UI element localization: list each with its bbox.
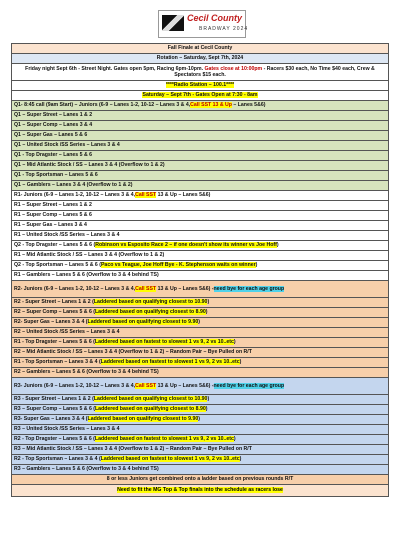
juniors-ladder-note: 8 or less Juniors get combined onto a ladder based on previous rounds R/T xyxy=(12,475,389,485)
row-highlight: Laddered based on qualifying closest to 10.90 xyxy=(93,396,208,403)
round-3 xyxy=(12,378,389,475)
q1-row xyxy=(12,121,389,131)
friday-info xyxy=(12,64,389,81)
logo-subtitle: BRADWAY 2024 xyxy=(199,26,249,32)
row-text: Q1 – Super Gas – Lanes 5 & 6 xyxy=(14,132,88,139)
row-text: Q1 – Mid Atlantic Stock / SS – Lanes 3 & 4 (Overflow to 1 & 2) xyxy=(14,162,165,169)
row-highlight: Laddered based on qualifying closest to 10.90 xyxy=(93,299,208,306)
r2-row xyxy=(12,348,389,358)
r2-row xyxy=(12,298,389,308)
q1-row xyxy=(12,111,389,121)
r2-row xyxy=(12,338,389,348)
row-highlight: Laddered based on fastest to slowest 1 vs 9, 2 vs 10..etc xyxy=(100,359,240,366)
r2-row xyxy=(12,328,389,338)
row-text-tail: ) xyxy=(276,242,279,249)
row-highlight: Laddered based on fastest to slowest 1 vs 9, 2 vs 10..etc xyxy=(94,339,234,346)
r1-row xyxy=(12,201,389,211)
row-text-tail: ) xyxy=(207,396,210,403)
r2-juniors-row xyxy=(12,281,389,298)
r1-row xyxy=(12,241,389,251)
row-text: R3 – Gamblers – Lanes 5 & 6 (Overflow to 3 & 4 behind TS) xyxy=(14,466,159,473)
row-text: Q1 – Super Street – Lanes 1 & 2 xyxy=(14,112,93,119)
row-text-tail: ) xyxy=(233,339,236,346)
qualifying-round-1 xyxy=(12,101,389,191)
saturday-heading: Saturday – Sept 7th - Gates Open at 7:30 - 8am xyxy=(142,92,258,99)
r3-juniors-row xyxy=(12,378,389,395)
friday-tail: - Racers $30 each, No Time $40 each, Crew & Spectators $15 each. xyxy=(174,65,375,78)
r3-row xyxy=(12,455,389,465)
row-highlight: Laddered based on qualifying closest to 8.90 xyxy=(95,406,206,413)
q1-row xyxy=(12,131,389,141)
r1-row xyxy=(12,191,389,201)
row-text: R1 – Mid Atlantic Stock / SS – Lanes 3 & 4 (Overflow to 1 & 2) xyxy=(14,252,165,259)
r3-row xyxy=(12,395,389,405)
row-text: R1 – United Stock /SS Series – Lanes 3 & 4 xyxy=(14,232,120,239)
row-text: R2 - Top Dragster – Lanes 5 & 6 ( xyxy=(14,436,95,443)
row-text: R3 - Super Street – Lanes 1 & 2 ( xyxy=(14,396,94,403)
cecil-county-logo xyxy=(158,10,249,38)
row-highlight: Call SST xyxy=(135,192,157,199)
r1-row xyxy=(12,231,389,241)
row-text: R2 - Top Sportsman – Lanes 3 & 4 ( xyxy=(14,456,101,463)
row-text: R2- Super Gas – Lanes 3 & 4 ( xyxy=(14,319,88,326)
row-highlight: Laddered based on qualifying closest to 9.90 xyxy=(87,416,199,423)
row-text-tail: 13 & Up – Lanes 5&6) - xyxy=(156,285,214,292)
row-highlight: Paco vs Teague, Joe Hoff Bye - K. Stephenson waits on winner xyxy=(100,262,256,269)
q1-row xyxy=(12,101,389,111)
q1-row xyxy=(12,181,389,191)
q1-row xyxy=(12,151,389,161)
row-text: R3 – Mid Atlantic Stock / SS – Lanes 3 & 4 (Overflow to 1 & 2) – Random Pair – Bye Pulled on R/T xyxy=(14,446,252,453)
row-text: R1 – Gamblers – Lanes 5 & 6 (Overflow to 3 & 4 behind TS) xyxy=(14,272,159,279)
row-highlight: Laddered based on qualifying closest to 8.90 xyxy=(95,309,206,316)
r3-row xyxy=(12,415,389,425)
row-text-tail: 13 & Up – Lanes 5&6) - xyxy=(156,382,214,389)
row-highlight: Call SST xyxy=(135,382,157,389)
logo-title: Cecil County xyxy=(187,13,243,23)
row-text: Q1 – Gamblers – Lanes 3 & 4 (Overflow to 1 & 2) xyxy=(14,182,133,189)
row-text: R2 - Super Street – Lanes 1 & 2 ( xyxy=(14,299,94,306)
r3-row xyxy=(12,465,389,475)
q1-row xyxy=(12,141,389,151)
finals-note: Need to fit the MG Top & Top finals into the schedule as racers lose xyxy=(117,487,283,494)
row-text-tail: ) xyxy=(205,309,208,316)
row-text: R2 – Gamblers – Lanes 5 & 6 (Overflow to 3 & 4 behind TS) xyxy=(14,369,159,376)
r2-row xyxy=(12,318,389,328)
row-text-tail: ) xyxy=(198,416,200,423)
row-text-tail: – Lanes 5&6) xyxy=(231,102,266,109)
row-text-tail: ) xyxy=(205,406,208,413)
friday-text: Friday night Sept 6th - Street Night. Gates open 5pm, Racing 6pm-10pm. xyxy=(25,65,204,72)
r2-row xyxy=(12,308,389,318)
row-text: Q1 – Super Comp – Lanes 3 & 4 xyxy=(14,122,93,129)
row-text-tail: ) xyxy=(198,319,200,326)
row-highlight: Robinson vs Esposito Race 2 – if one doesn't show its winner vs Joe Hoff xyxy=(95,242,277,249)
row-text: R1 – Super Street – Lanes 1 & 2 xyxy=(14,202,92,209)
row-text: R1 - Top Sportsman – Lanes 3 & 4 ( xyxy=(14,359,101,366)
row-text: R2 – Mid Atlantic Stock / SS – Lanes 3 & 4 (Overflow to 1 & 2) – Random Pair – Bye Pulled on R/T xyxy=(14,349,252,356)
event-title: Fall Finale at Cecil County xyxy=(12,44,389,54)
r2-row xyxy=(12,368,389,378)
row-text: R3- Super Gas – Lanes 3 & 4 ( xyxy=(14,416,88,423)
row-text: R1 – Super Gas – Lanes 3 & 4 xyxy=(14,222,87,229)
row-text: Q1- 8:45 call (9am Start) – Juniors (6-9 – Lanes 1-2, 10-12 – Lanes 3 & 4, xyxy=(14,102,191,109)
row-highlight: Call SST xyxy=(135,285,157,292)
saturday-row xyxy=(12,91,389,101)
q1-row xyxy=(12,161,389,171)
row-highlight: Laddered based on fastest to slowest 1 vs 9, 2 vs 10..etc xyxy=(100,456,240,463)
row-highlight: Laddered based on fastest to slowest 1 vs 9, 2 vs 10..etc xyxy=(94,436,234,443)
row-text: R2 – United Stock /SS Series – Lanes 3 & 4 xyxy=(14,329,120,336)
round-1 xyxy=(12,191,389,281)
row-text: Q1 - Top Dragster – Lanes 5 & 6 xyxy=(14,152,93,159)
bye-note: need bye for each age group xyxy=(213,285,285,292)
r3-row xyxy=(12,445,389,455)
radio-row xyxy=(12,81,389,91)
row-text: R1 - Top Dragster – Lanes 5 & 6 ( xyxy=(14,339,95,346)
r2-row xyxy=(12,358,389,368)
radio-station: ****Radio Station – 100.1**** xyxy=(165,82,235,89)
r3-row xyxy=(12,425,389,435)
row-text: Q1 - Top Sportsman – Lanes 5 & 6 xyxy=(14,172,98,179)
checkered-flag-icon xyxy=(162,15,184,31)
rotation-heading: Rotation – Saturday, Sept 7th, 2024 xyxy=(12,54,389,64)
row-text-tail: ) xyxy=(255,262,258,269)
r3-row xyxy=(12,435,389,445)
finals-note-row xyxy=(12,485,389,497)
row-highlight: Laddered based on qualifying closest to 9.90 xyxy=(87,319,199,326)
r1-row xyxy=(12,251,389,261)
row-text: Q1 – United Stock /SS Series – Lanes 3 & 4 xyxy=(14,142,120,149)
row-text: R1- Juniors (6-9 – Lanes 1-2, 10-12 – Lanes 3 & 4, xyxy=(14,192,136,199)
row-text-tail: ) xyxy=(239,456,242,463)
row-text-tail: ) xyxy=(207,299,210,306)
row-text: R2- Juniors (6-9 – Lanes 1-2, 10-12 – Lanes 3 & 4, xyxy=(14,285,136,292)
gates-close-highlight: Gates close at 10:00pm xyxy=(204,65,263,72)
bye-note: need bye for each age group xyxy=(213,382,285,389)
q1-row xyxy=(12,171,389,181)
row-text: R3 – United Stock /SS Series – Lanes 3 & 4 xyxy=(14,426,120,433)
r1-row xyxy=(12,271,389,281)
row-text: R2 – Super Comp – Lanes 5 & 6 ( xyxy=(14,309,96,316)
row-text: Q2 - Top Sportsman – Lanes 5 & 6 ( xyxy=(14,262,101,269)
r1-row xyxy=(12,211,389,221)
r3-row xyxy=(12,405,389,415)
round-2 xyxy=(12,281,389,378)
row-text: R3- Juniors (6-9 – Lanes 1-2, 10-12 – Lanes 3 & 4, xyxy=(14,382,136,389)
r1-row xyxy=(12,221,389,231)
r1-row xyxy=(12,261,389,271)
schedule-table xyxy=(11,43,389,497)
row-highlight: Call SST 13 & Up xyxy=(190,102,232,109)
row-text-tail: ) xyxy=(233,436,236,443)
row-text-tail: ) xyxy=(239,359,242,366)
row-text: R1 – Super Comp – Lanes 5 & 6 xyxy=(14,212,92,219)
row-text: R3 – Super Comp – Lanes 5 & 6 ( xyxy=(14,406,96,413)
row-text-tail: 13 & Up – Lanes 5&6) xyxy=(156,192,211,199)
row-text: Q2 - Top Dragster – Lanes 5 & 6 ( xyxy=(14,242,96,249)
